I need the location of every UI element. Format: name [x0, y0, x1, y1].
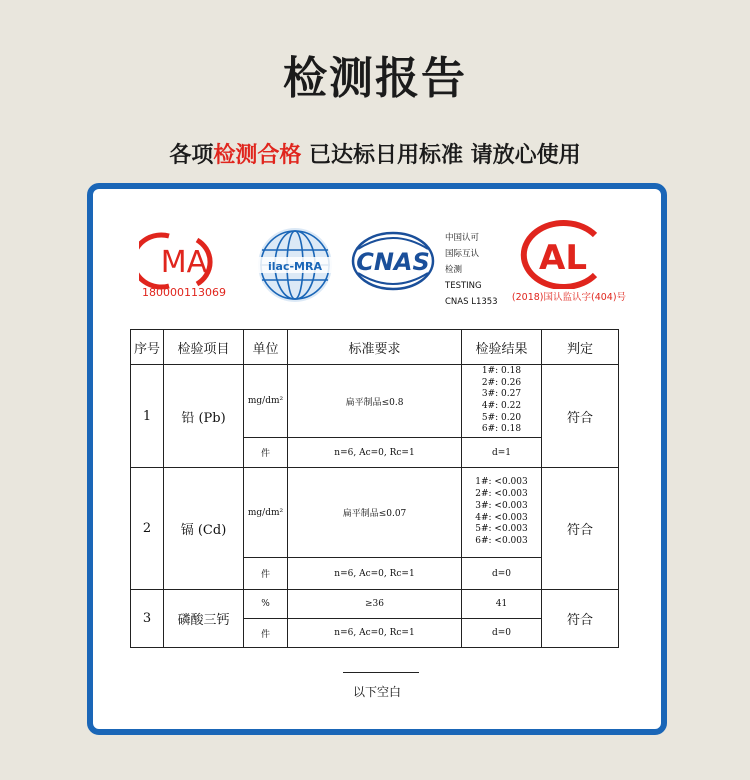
- result-line: 2#: 0.26: [481, 377, 522, 388]
- row-item: 镉 (Cd): [164, 468, 244, 590]
- row-result: d=0: [462, 619, 542, 648]
- cnas-info-line: 国际互认: [445, 249, 480, 259]
- report-table: [130, 329, 619, 648]
- result-line: 2#: <0.003: [475, 489, 528, 500]
- cma-code: 180000113069: [142, 286, 226, 299]
- row-result: 41: [462, 590, 542, 619]
- row-requirement: 扁平制品≤0.8: [288, 365, 462, 438]
- cnas-info-line: CNAS L1353: [445, 297, 498, 307]
- subtitle-part1: 各项: [169, 143, 214, 168]
- subtitle-highlight: 检测合格: [213, 143, 302, 168]
- header-cell: 标准要求: [288, 330, 462, 365]
- result-line: 1#: 0.18: [481, 365, 522, 376]
- row-unit: %: [244, 590, 288, 619]
- report-card: [87, 183, 667, 735]
- cnas-logo: [350, 229, 436, 293]
- row-requirement: ≥36: [288, 590, 462, 619]
- ilac-mra-logo: [256, 226, 334, 304]
- row-requirement: n=6, Ac=0, Rc=1: [288, 619, 462, 648]
- result-line: 3#: <0.003: [475, 500, 528, 511]
- cnas-info: [445, 230, 498, 310]
- result-line: 5#: <0.003: [475, 524, 528, 535]
- table-header-row: [131, 330, 619, 365]
- row-unit: 件: [244, 619, 288, 648]
- header-cell: 判定: [542, 330, 619, 365]
- row-number: 3: [131, 590, 164, 648]
- row-number: 2: [131, 468, 164, 590]
- row-requirement: n=6, Ac=0, Rc=1: [288, 558, 462, 590]
- row-results: [462, 468, 542, 558]
- result-line: 1#: <0.003: [475, 477, 528, 488]
- blank-note: 以下空白: [352, 685, 401, 699]
- cal-logo-text: AL: [539, 238, 587, 278]
- row-item: 磷酸三钙: [164, 590, 244, 648]
- table-row: [131, 590, 619, 619]
- row-verdict: 符合: [542, 468, 619, 590]
- cal-logo: [517, 219, 613, 289]
- cnas-info-line: 中国认可: [445, 233, 480, 243]
- row-number: 1: [131, 365, 164, 468]
- header-cell: 检验项目: [164, 330, 244, 365]
- subtitle: [0, 138, 750, 169]
- cal-code: (2018)国认监认字(404)号: [511, 292, 627, 303]
- subtitle-part3: 已达标日用标准 请放心使用: [301, 143, 581, 168]
- row-verdict: 符合: [542, 365, 619, 468]
- row-requirement: n=6, Ac=0, Rc=1: [288, 438, 462, 468]
- row-unit: 件: [244, 558, 288, 590]
- row-unit: 件: [244, 438, 288, 468]
- table-row: [131, 468, 619, 558]
- result-line: 4#: <0.003: [475, 512, 528, 523]
- row-unit: mg/dm²: [244, 365, 288, 438]
- row-result: d=0: [462, 558, 542, 590]
- row-unit: mg/dm²: [244, 468, 288, 558]
- cma-logo-text: MA: [160, 245, 208, 280]
- result-line: 6#: <0.003: [475, 535, 528, 546]
- header-cell: 检验结果: [462, 330, 542, 365]
- cnas-info-line: 检测: [445, 265, 463, 275]
- row-result: d=1: [462, 438, 542, 468]
- blank-divider: [343, 672, 419, 673]
- result-line: 4#: 0.22: [481, 401, 522, 411]
- result-line: 5#: 0.20: [481, 412, 522, 423]
- row-results: [462, 365, 542, 438]
- header-cell: 单位: [244, 330, 288, 365]
- row-verdict: 符合: [542, 590, 619, 648]
- cnas-logo-text: CNAS: [356, 248, 430, 276]
- row-requirement: 扁平制品≤0.07: [288, 468, 462, 558]
- row-item: 铅 (Pb): [164, 365, 244, 468]
- page-title: 检测报告: [283, 53, 467, 104]
- ilac-mra-logo-text: ilac-MRA: [268, 260, 322, 273]
- result-line: 3#: 0.27: [481, 389, 522, 400]
- cnas-info-line: TESTING: [445, 281, 482, 291]
- result-line: 6#: 0.18: [481, 424, 522, 435]
- header-cell: 序号: [131, 330, 164, 365]
- table-row: [131, 365, 619, 438]
